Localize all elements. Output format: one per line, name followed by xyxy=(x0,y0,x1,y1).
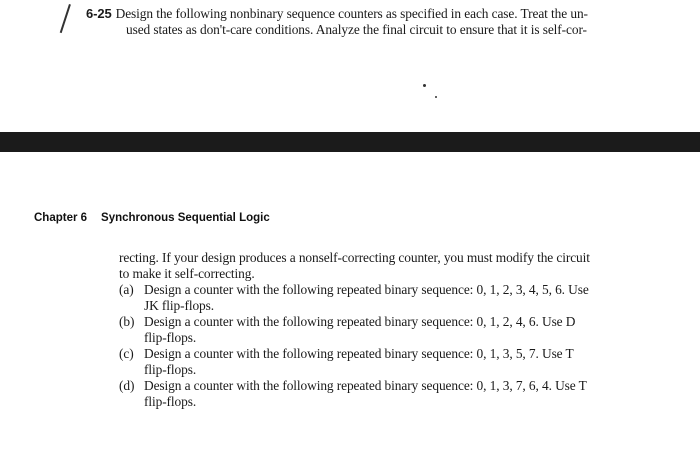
problem-number: 6-25 xyxy=(86,6,112,21)
continuation-line-1: recting. If your design produces a nonself-correcting counter, you must modify the circuit xyxy=(119,250,590,265)
part-d xyxy=(119,378,675,410)
problem-line-1: Design the following nonbinary sequence counters as specified in each case. Treat the un- xyxy=(115,6,588,21)
chapter-number: Chapter 6 xyxy=(34,212,88,224)
part-text-line-1: Design a counter with the following repeated binary sequence: 0, 1, 2, 4, 6. Use D xyxy=(144,314,576,329)
problem-continuation xyxy=(119,250,675,410)
parts-list xyxy=(119,282,675,410)
chapter-header xyxy=(34,212,270,224)
margin-check-mark xyxy=(60,4,71,33)
page-break-band xyxy=(0,132,700,152)
problem-statement xyxy=(86,6,676,38)
chapter-title: Synchronous Sequential Logic xyxy=(101,212,270,224)
part-text-line-2: flip-flops. xyxy=(144,330,197,345)
part-text-line-1: Design a counter with the following repeated binary sequence: 0, 1, 3, 7, 6, 4. Use T xyxy=(144,378,587,393)
part-label: (c) xyxy=(119,346,134,361)
part-label: (b) xyxy=(119,314,135,329)
part-a xyxy=(119,282,675,314)
part-label: (a) xyxy=(119,282,134,297)
part-label: (d) xyxy=(119,378,135,393)
part-text-line-1: Design a counter with the following repeated binary sequence: 0, 1, 3, 5, 7. Use T xyxy=(144,346,574,361)
part-text-line-2: flip-flops. xyxy=(144,394,197,409)
part-b xyxy=(119,314,675,346)
part-text-line-2: flip-flops. xyxy=(144,362,197,377)
continuation-line-2: to make it self-correcting. xyxy=(119,266,255,281)
scan-specks xyxy=(423,84,443,104)
part-text-line-1: Design a counter with the following repeated binary sequence: 0, 1, 2, 3, 4, 5, 6. Use xyxy=(144,282,589,297)
part-c xyxy=(119,346,675,378)
part-text-line-2: JK flip-flops. xyxy=(144,298,215,313)
problem-line-2: used states as don't-care conditions. Analyze the final circuit to ensure that it is self-cor- xyxy=(126,22,587,37)
